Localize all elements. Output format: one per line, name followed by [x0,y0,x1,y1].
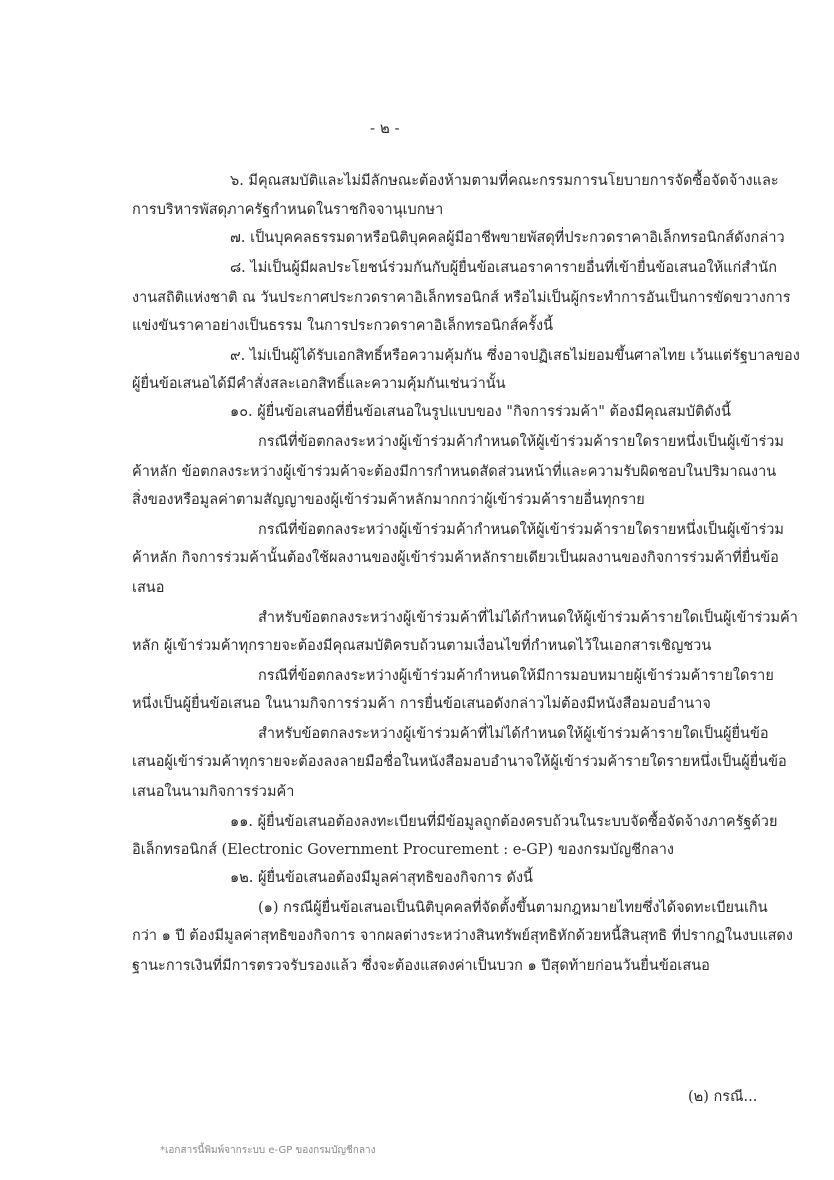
text-line: กรณีที่ข้อตกลงระหว่างผู้เข้าร่วมค้ากำหนดให้ผู้เข้าร่วมค้ารายใดรายหนึ่งเป็นผู้เข้าร่วม [258,434,784,450]
text-line: ค้าหลัก กิจการร่วมค้านั้นต้องใช้ผลงานของผู้เข้าร่วมค้าหลักรายเดียวเป็นผลงานของกิจการร่วมค้าที่ยื่นข้อ [132,550,779,566]
text-line: ๙. ไม่เป็นผู้ได้รับเอกสิทธิ์หรือความคุ้มกัน ซึ่งอาจปฏิเสธไม่ยอมขึ้นศาลไทย เว้นแต่รัฐบาลของ [230,348,800,364]
text-line: สิ่งของหรือมูลค่าตามสัญญาของผู้เข้าร่วมค้าหลักมากกว่าผู้เข้าร่วมค้ารายอื่นทุกราย [132,492,645,508]
text-line: ผู้ยื่นข้อเสนอได้มีคำสั่งสละเอกสิทธิ์และความคุ้มกันเช่นว่านั้น [132,376,506,392]
text-line: เสนอ [132,580,165,596]
text-line: ๘. ไม่เป็นผู้มีผลประโยชน์ร่วมกันกับผู้ยื่นข้อเสนอราคารายอื่นที่เข้ายื่นข้อเสนอให้แก่สำนัก [230,260,777,276]
text-line: ๑๐. ผู้ยื่นข้อเสนอที่ยื่นข้อเสนอในรูปแบบของ "กิจการร่วมค้า" ต้องมีคุณสมบัติดังนี้ [230,404,731,420]
text-line: ค้าหลัก ข้อตกลงระหว่างผู้เข้าร่วมค้าจะต้องมีการกำหนดสัดส่วนหน้าที่และความรับผิดชอบในปริมาณงาน [132,464,777,480]
page-number: - ๒ - [370,119,400,137]
continuation-text: (๒) กรณี... [688,1089,758,1105]
text-line: ๗. เป็นบุคคลธรรมดาหรือนิติบุคคลผู้มีอาชีพขายพัสดุที่ประกวดราคาอิเล็กทรอนิกส์ดังกล่าว [230,230,785,246]
text-line: เสนอผู้เข้าร่วมค้าทุกรายจะต้องลงลายมือชื่อในหนังสือมอบอำนาจให้ผู้เข้าร่วมค้ารายใดรายหนึ่งเป็นผู้ยื่นข้อ [132,754,787,770]
text-line: งานสถิติแห่งชาติ ณ วันประกาศประกวดราคาอิเล็กทรอนิกส์ หรือไม่เป็นผู้กระทำการอันเป็นการขัดขวางการ [132,290,791,306]
text-line: การบริหารพัสดุภาครัฐกำหนดในราชกิจจานุเบกษา [132,202,444,218]
text-line: ๑๑. ผู้ยื่นข้อเสนอต้องลงทะเบียนที่มีข้อมูลถูกต้องครบถ้วนในระบบจัดซื้อจัดจ้างภาครัฐด้วย [230,814,778,830]
text-line: (๑) กรณีผู้ยื่นข้อเสนอเป็นนิติบุคคลที่จัดตั้งขึ้นตามกฎหมายไทยซึ่งได้จดทะเบียนเกิน [258,900,768,916]
text-line: สำหรับข้อตกลงระหว่างผู้เข้าร่วมค้าที่ไม่ได้กำหนดให้ผู้เข้าร่วมค้ารายใดเป็นผู้เข้าร่วมค้า [258,610,798,626]
text-line: ฐานะการเงินที่มีการตรวจรับรองแล้ว ซึ่งจะต้องแสดงค่าเป็นบวก ๑ ปีสุดท้ายก่อนวันยื่นข้อเสนอ [132,958,710,974]
text-line: เสนอในนามกิจการร่วมค้า [132,784,295,800]
text-line: อิเล็กทรอนิกส์ (Electronic Government Procurement : e-GP) ของกรมบัญชีกลาง [132,842,674,858]
footnote: *เอกสารนี้พิมพ์จากระบบ e-GP ของกรมบัญชีกลาง [160,1145,376,1156]
text-line: กรณีที่ข้อตกลงระหว่างผู้เข้าร่วมค้ากำหนดให้ผู้เข้าร่วมค้ารายใดรายหนึ่งเป็นผู้เข้าร่วม [258,522,784,538]
text-line: หนึ่งเป็นผู้ยื่นข้อเสนอ ในนามกิจการร่วมค้า การยื่นข้อเสนอดังกล่าวไม่ต้องมีหนังสือมอบอำนาจ [132,696,711,712]
text-line: กรณีที่ข้อตกลงระหว่างผู้เข้าร่วมค้ากำหนดให้มีการมอบหมายผู้เข้าร่วมค้ารายใดราย [258,668,774,684]
text-line: ๑๒. ผู้ยื่นข้อเสนอต้องมีมูลค่าสุทธิของกิจการ ดังนี้ [230,870,533,886]
text-line: กว่า ๑ ปี ต้องมีมูลค่าสุทธิของกิจการ จากผลต่างระหว่างสินทรัพย์สุทธิหักด้วยหนี้สินสุทธิ ที่ปรากฏในงบแสดง [132,928,793,944]
text-line: แข่งขันราคาอย่างเป็นธรรม ในการประกวดราคาอิเล็กทรอนิกส์ครั้งนี้ [132,318,554,334]
text-line: หลัก ผู้เข้าร่วมค้าทุกรายจะต้องมีคุณสมบัติครบถ้วนตามเงื่อนไขที่กำหนดไว้ในเอกสารเชิญชวน [132,638,712,654]
text-line: ๖. มีคุณสมบัติและไม่มีลักษณะต้องห้ามตามที่คณะกรรมการนโยบายการจัดซื้อจัดจ้างและ [230,173,779,189]
text-line: สำหรับข้อตกลงระหว่างผู้เข้าร่วมค้าที่ไม่ได้กำหนดให้ผู้เข้าร่วมค้ารายใดเป็นผู้ยื่นข้อ [258,726,769,742]
